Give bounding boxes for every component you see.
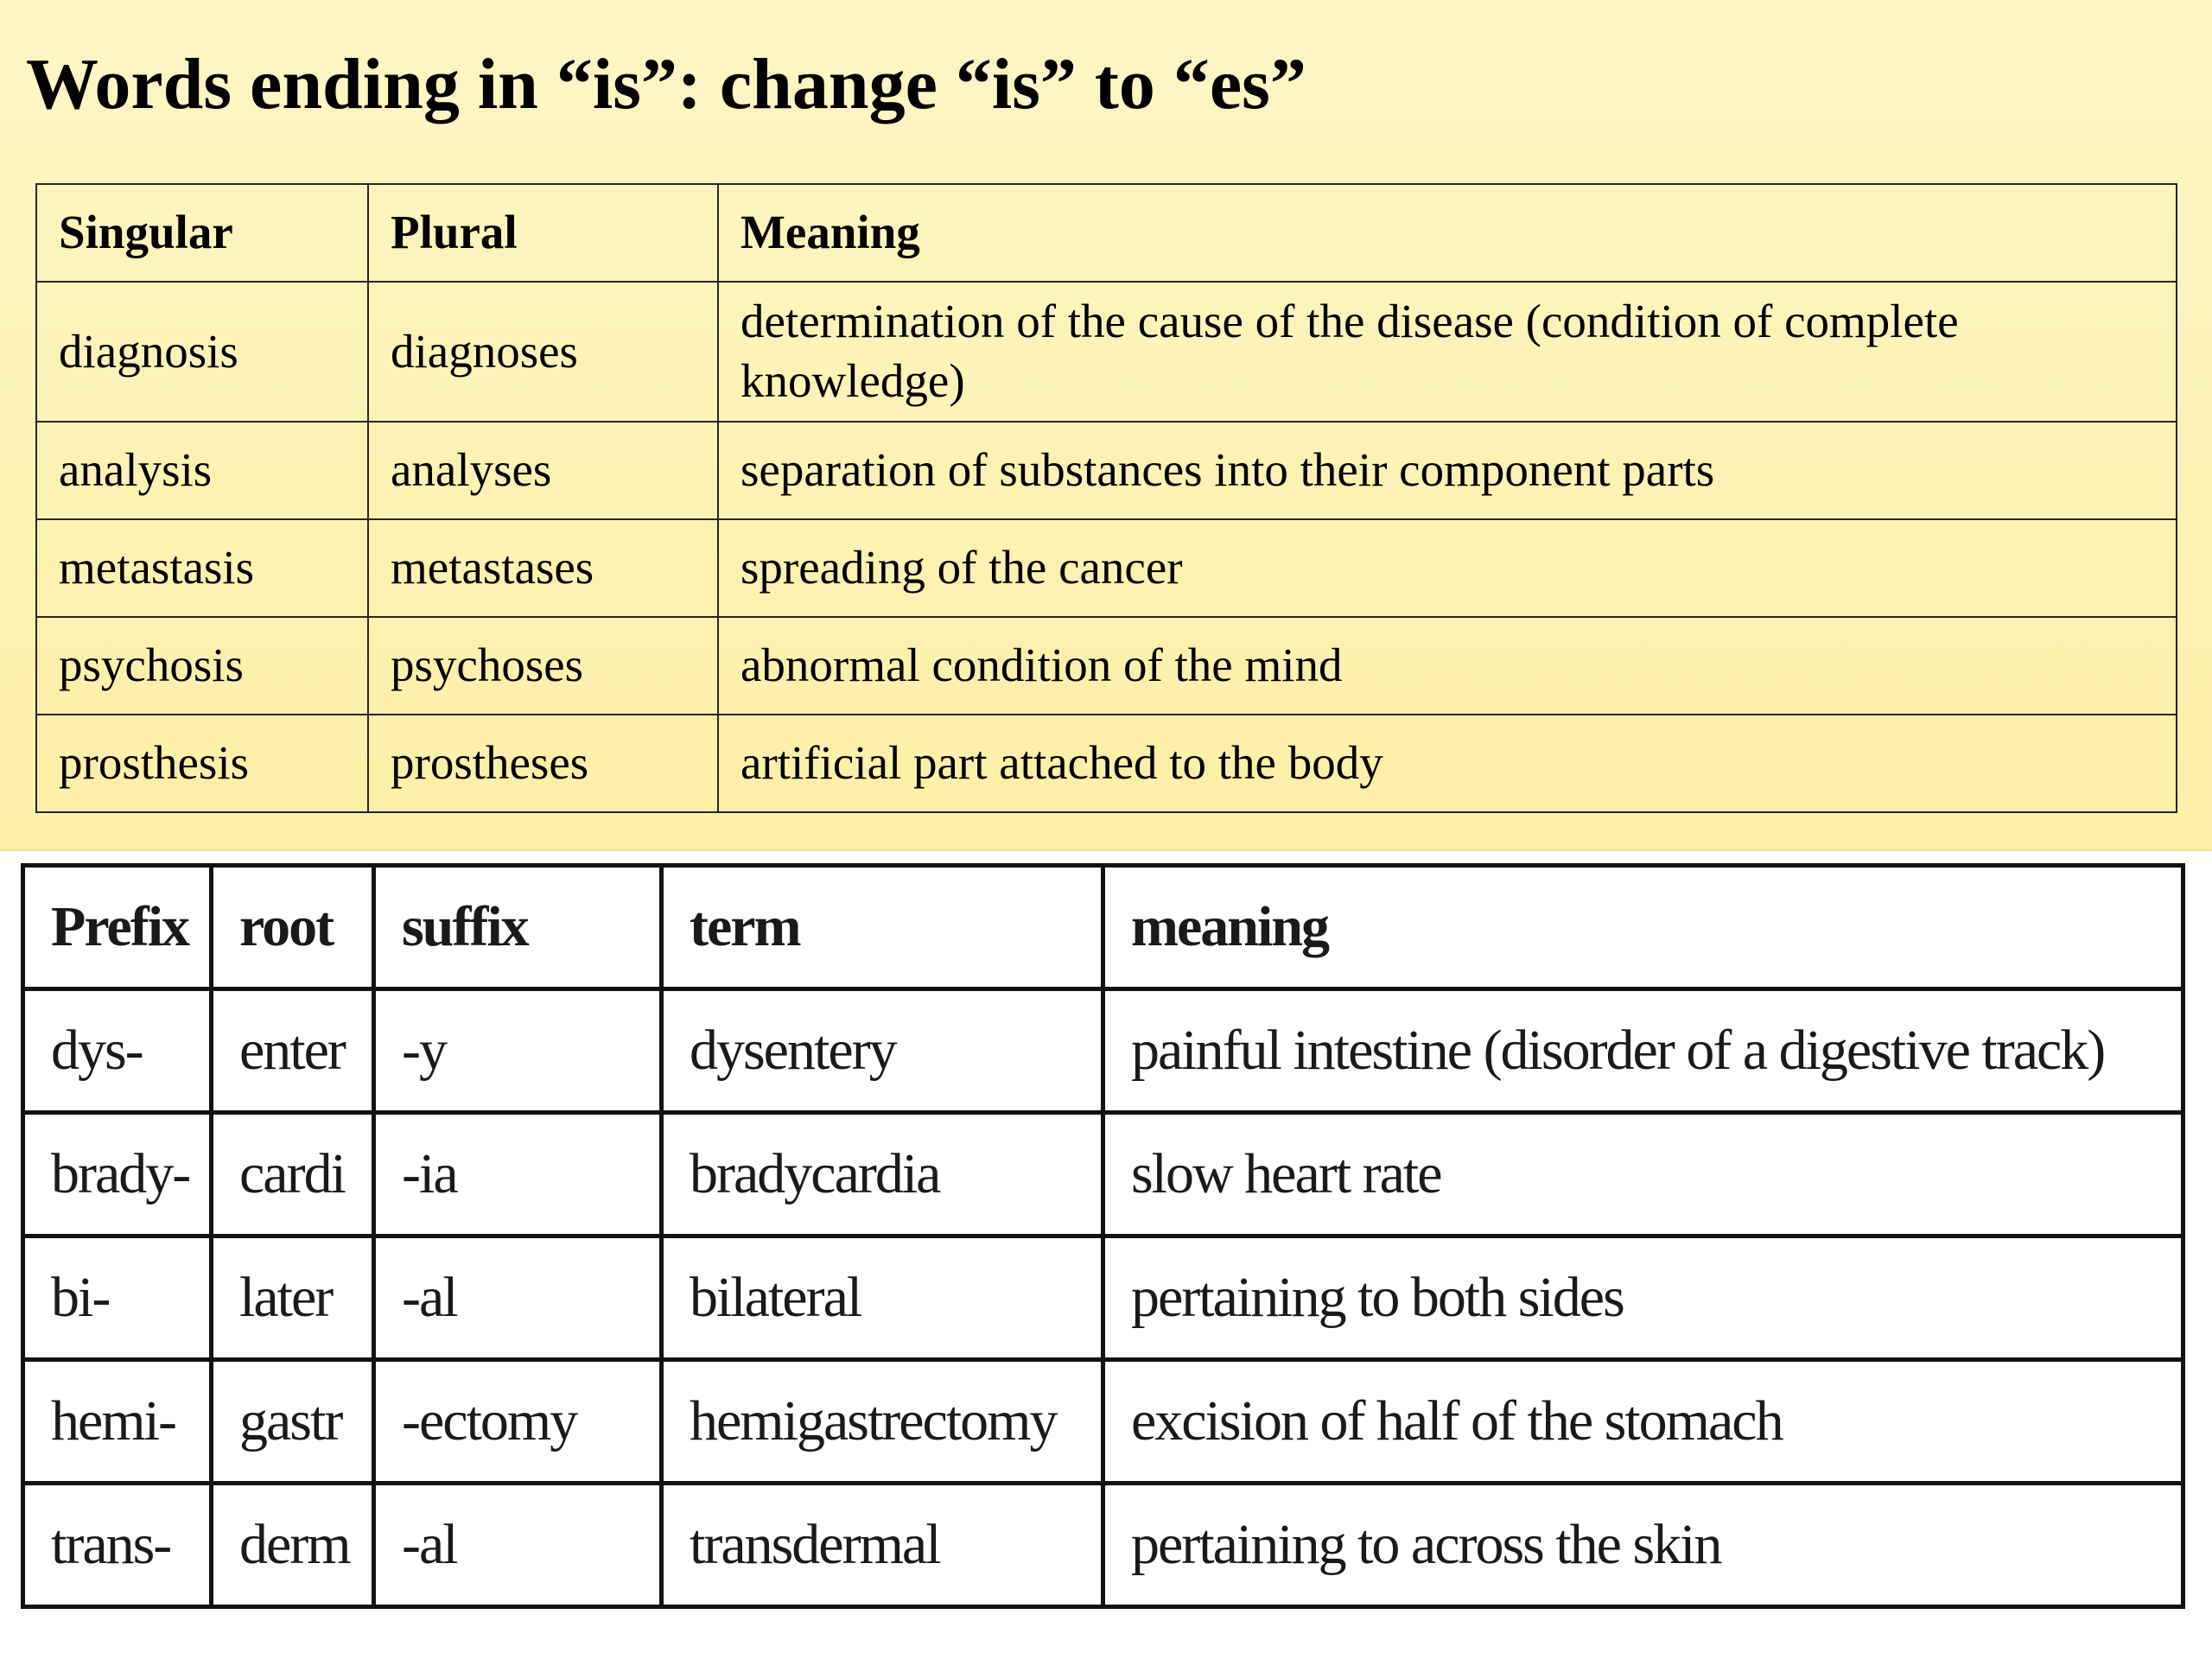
prefix-cell: dys- — [23, 989, 212, 1113]
plural-table-header-row — [36, 184, 2177, 282]
plural-table-row — [36, 519, 2177, 617]
root-cell: gastr — [212, 1360, 374, 1484]
plural-header-singular: Singular — [36, 184, 368, 282]
meaning-cell: spreading of the cancer — [718, 519, 2177, 617]
suffix-cell: -ia — [374, 1113, 662, 1236]
term-header-prefix: Prefix — [23, 866, 212, 989]
singular-cell: prosthesis — [36, 715, 368, 812]
prefix-cell: hemi- — [23, 1360, 212, 1484]
suffix-cell: -y — [374, 989, 662, 1113]
term-meaning-cell: excision of half of the stomach — [1103, 1360, 2183, 1484]
meaning-cell: abnormal condition of the mind — [718, 617, 2177, 715]
plural-table-row — [36, 282, 2177, 422]
prefix-cell: trans- — [23, 1484, 212, 1607]
meaning-cell: determination of the cause of the disease (condition of complete knowledge) — [718, 282, 2177, 422]
root-cell: later — [212, 1236, 374, 1360]
meaning-cell: artificial part attached to the body — [718, 715, 2177, 812]
plural-header-plural: Plural — [368, 184, 718, 282]
plural-cell: analyses — [368, 422, 718, 519]
term-meaning-cell: pertaining to across the skin — [1103, 1484, 2183, 1607]
term-header-term: term — [662, 866, 1103, 989]
word-parts-header-row — [23, 866, 2183, 989]
plural-table-row — [36, 422, 2177, 519]
term-header-root: root — [212, 866, 374, 989]
slide-title: Words ending in “is”: change “is” to “es” — [26, 44, 1306, 124]
suffix-cell: -ectomy — [374, 1360, 662, 1484]
word-parts-row — [23, 1113, 2183, 1236]
prefix-cell: bi- — [23, 1236, 212, 1360]
plural-table — [35, 183, 2177, 813]
plural-cell: prostheses — [368, 715, 718, 812]
singular-cell: analysis — [36, 422, 368, 519]
suffix-cell: -al — [374, 1236, 662, 1360]
root-cell: derm — [212, 1484, 374, 1607]
term-meaning-cell: pertaining to both sides — [1103, 1236, 2183, 1360]
meaning-cell: separation of substances into their component parts — [718, 422, 2177, 519]
singular-cell: metastasis — [36, 519, 368, 617]
word-parts-row — [23, 989, 2183, 1113]
plural-table-row — [36, 715, 2177, 812]
word-parts-row — [23, 1236, 2183, 1360]
term-cell: bilateral — [662, 1236, 1103, 1360]
suffix-cell: -al — [374, 1484, 662, 1607]
term-cell: transdermal — [662, 1484, 1103, 1607]
term-cell: hemigastrectomy — [662, 1360, 1103, 1484]
word-parts-row — [23, 1360, 2183, 1484]
word-parts-table — [21, 863, 2185, 1609]
term-cell: dysentery — [662, 989, 1103, 1113]
plural-table-row — [36, 617, 2177, 715]
singular-cell: psychosis — [36, 617, 368, 715]
plural-header-meaning: Meaning — [718, 184, 2177, 282]
word-parts-row — [23, 1484, 2183, 1607]
term-header-meaning: meaning — [1103, 866, 2183, 989]
plural-cell: metastases — [368, 519, 718, 617]
term-cell: bradycardia — [662, 1113, 1103, 1236]
singular-cell: diagnosis — [36, 282, 368, 422]
term-meaning-cell: painful intestine (disorder of a digestive track) — [1103, 989, 2183, 1113]
term-header-suffix: suffix — [374, 866, 662, 989]
prefix-cell: brady- — [23, 1113, 212, 1236]
root-cell: enter — [212, 989, 374, 1113]
term-meaning-cell: slow heart rate — [1103, 1113, 2183, 1236]
plural-cell: diagnoses — [368, 282, 718, 422]
root-cell: cardi — [212, 1113, 374, 1236]
plural-cell: psychoses — [368, 617, 718, 715]
